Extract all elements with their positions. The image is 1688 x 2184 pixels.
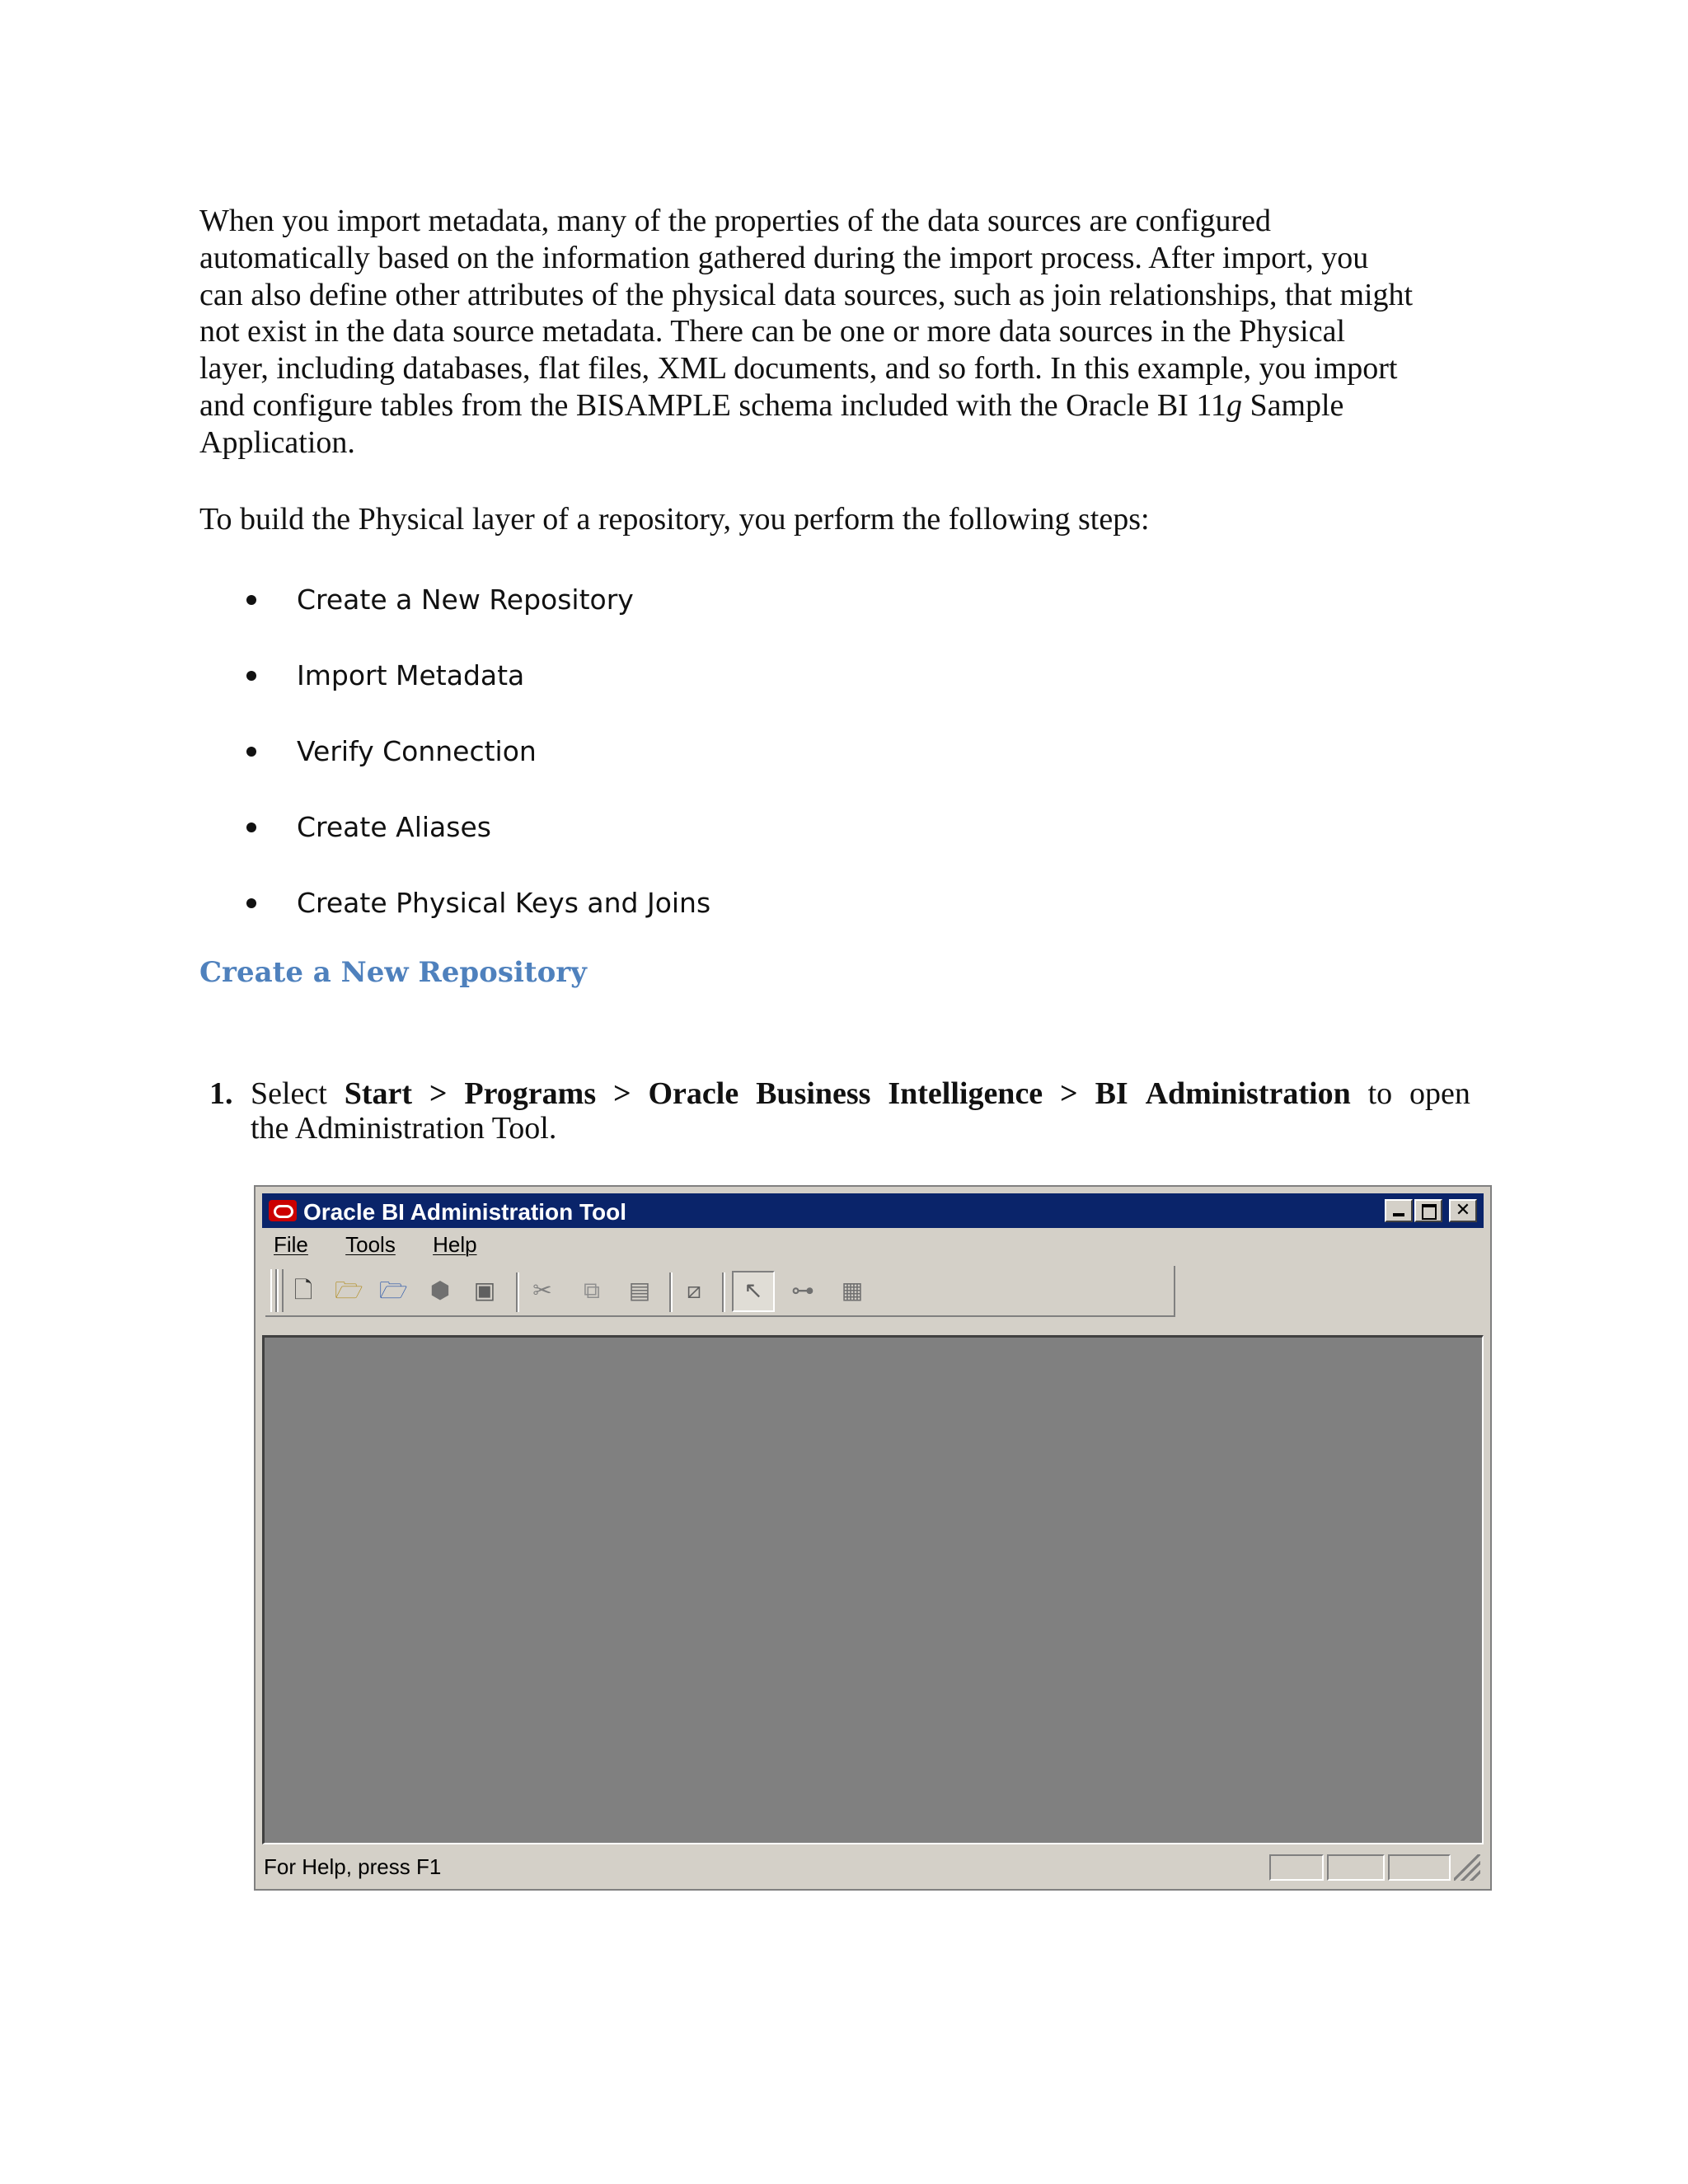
step-word: Business [756,1076,871,1111]
open-icon[interactable]: 🗁 [335,1277,363,1303]
intro-line: and configure tables from the BISAMPLE schema included with the Oracle BI 11g Sample [199,387,1344,423]
step-word: open [1409,1076,1470,1111]
status-text: For Help, press F1 [264,1854,442,1879]
workspace-area[interactable] [262,1335,1484,1844]
copy-icon[interactable]: ⧉ [584,1277,600,1303]
step-word: Oracle [648,1076,739,1111]
window-title: Oracle BI Administration Tool [303,1199,627,1225]
bullet-icon [246,595,256,605]
menu-file[interactable]: File [274,1232,308,1257]
intro-line: Application. [199,424,355,460]
list-item-label: Create Aliases [297,811,491,843]
step-word: Administration [1145,1076,1351,1111]
step-word: Select [251,1076,327,1111]
toolbar-grip[interactable] [270,1269,277,1312]
intro-line: When you import metadata, many of the properties of the data sources are configured [199,204,1271,238]
resize-grip-icon[interactable] [1454,1854,1480,1881]
status-bar [262,1851,1484,1884]
step-number: 1. [209,1076,233,1111]
title-bar[interactable] [262,1193,1484,1228]
step-text [251,1076,1470,1146]
menu-help[interactable]: Help [433,1232,477,1257]
status-panel [1269,1854,1324,1881]
step-word: > [612,1076,631,1111]
step-word: Programs [464,1076,597,1111]
intro-line: not exist in the data source metadata. There can be one or more data sources in the Physical [199,314,1346,349]
new-icon[interactable]: 🗋 [293,1277,313,1303]
step-word: Intelligence [888,1076,1043,1111]
toolbar-grip[interactable] [277,1269,284,1312]
toolbar-separator [669,1272,673,1312]
oracle-logo-icon [269,1200,297,1221]
list-item-label: Create a New Repository [297,583,634,616]
admin-tool-window [254,1185,1492,1891]
step-word: to [1367,1076,1393,1111]
check-in-icon[interactable]: ⬢ [429,1277,451,1303]
step-text-line: the Administration Tool. [251,1111,557,1146]
intro-line: layer, including databases, flat files, XML documents, and so forth. In this example, you import [199,351,1398,387]
bullet-icon [246,823,256,832]
close-button[interactable]: ✕ [1449,1199,1477,1222]
intro-line: can also define other attributes of the physical data sources, such as join relationships, that might [199,277,1414,312]
toolbar-separator [516,1272,519,1312]
menu-bar [264,1230,499,1259]
bullet-icon [246,747,256,757]
list-item-label: Verify Connection [297,735,537,767]
select-icon[interactable]: ↖ [743,1277,763,1303]
table-icon[interactable]: ▦ [841,1277,864,1303]
intro-line: automatically based on the information gathered during the import process. After import, you [199,240,1369,275]
step-word: > [429,1076,448,1111]
version-suffix: g [1226,387,1242,423]
list-item-label: Create Physical Keys and Joins [297,887,711,919]
toolbar-separator [722,1272,725,1312]
step-word: > [1060,1076,1078,1111]
save-icon[interactable]: ▣ [473,1277,496,1303]
maximize-button[interactable] [1414,1199,1442,1222]
bullet-icon [246,898,256,908]
minimize-button[interactable] [1385,1199,1413,1222]
properties-icon[interactable]: ⧄ [687,1277,701,1303]
toolbar [265,1266,1175,1317]
join-icon[interactable]: ⊶ [791,1277,814,1303]
menu-tools[interactable]: Tools [345,1232,396,1257]
bullet-icon [246,671,256,681]
status-panel [1388,1854,1451,1881]
step-word: BI [1095,1076,1128,1111]
section-heading: Create a New Repository [199,956,587,989]
step-word: Start [344,1076,413,1111]
steps-lead-text: To build the Physical layer of a repository, you perform the following steps: [199,502,1150,537]
paste-icon[interactable]: ▤ [628,1277,651,1303]
step-text-line [251,1076,1470,1111]
cut-icon[interactable]: ✂ [532,1277,552,1303]
list-item-label: Import Metadata [297,659,525,691]
open-online-icon[interactable]: 🗁 [379,1277,408,1303]
status-panel [1327,1854,1385,1881]
intro-paragraph [199,203,1493,462]
